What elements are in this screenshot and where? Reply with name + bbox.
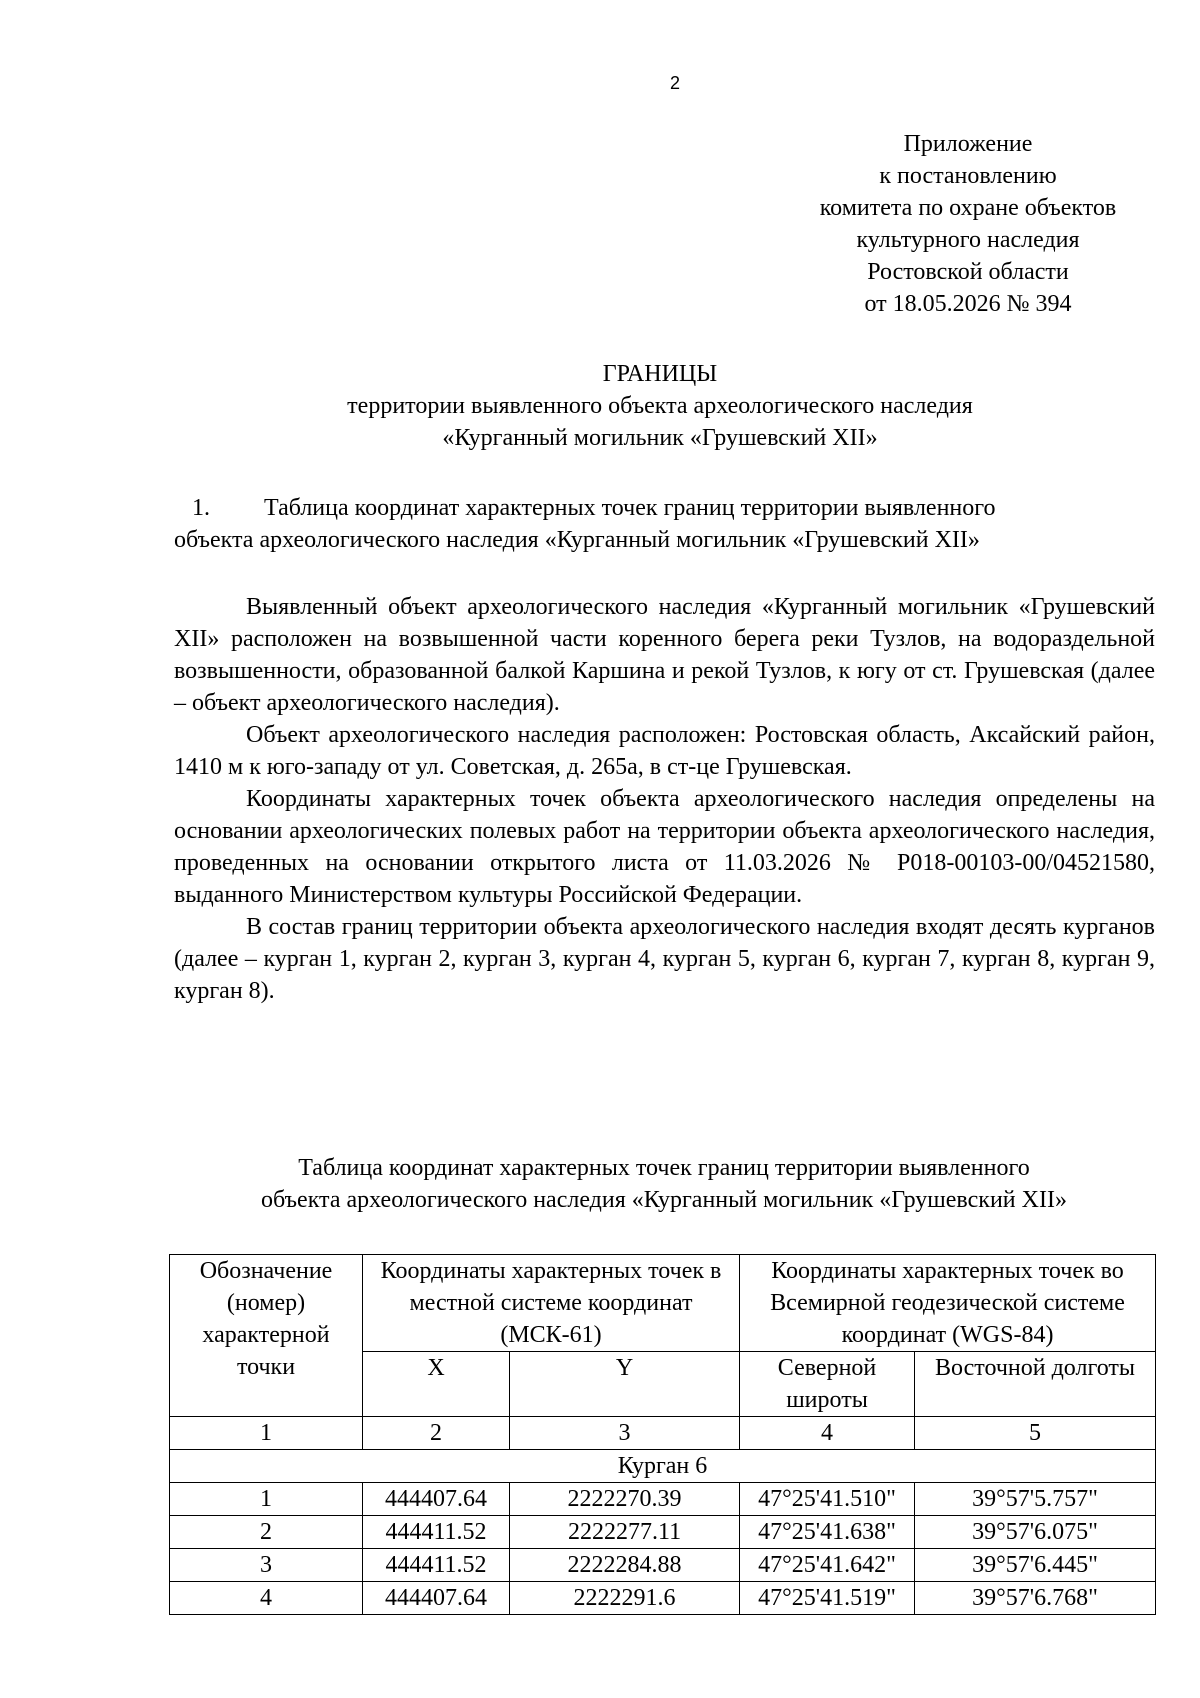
table-row	[170, 1483, 1156, 1516]
cell-east: 39°57'6.768"	[915, 1582, 1156, 1615]
cell-y: 2222291.6	[510, 1582, 740, 1615]
column-number: 1	[170, 1417, 363, 1450]
table-caption-line: Таблица координат характерных точек границ территории выявленного	[298, 1155, 1030, 1181]
cell-x: 444411.52	[363, 1516, 510, 1549]
appendix-date-line: от 18.05.2026 № 394	[864, 291, 1072, 317]
cell-east: 39°57'5.757"	[915, 1483, 1156, 1516]
page-number: 2	[669, 73, 680, 93]
table-caption	[174, 1152, 1154, 1216]
cell-x: 444407.64	[363, 1483, 510, 1516]
column-number: 2	[363, 1417, 510, 1450]
appendix-line: комитета по охране объектов	[819, 195, 1117, 221]
body-text	[174, 591, 1155, 1007]
column-number: 4	[740, 1417, 915, 1450]
cell-north: 47°25'41.642"	[740, 1549, 915, 1582]
header-point: Обозначение (номер) характерной точки	[170, 1255, 363, 1417]
section-title-line: Таблица координат характерных точек границ территории выявленного	[264, 495, 996, 521]
cell-north: 47°25'41.638"	[740, 1516, 915, 1549]
cell-point: 3	[170, 1549, 363, 1582]
appendix-block	[768, 128, 1168, 320]
header-east: Восточной долготы	[915, 1352, 1156, 1417]
coordinates-table	[169, 1254, 1156, 1615]
title-line: «Курганный могильник «Грушевский XII»	[442, 425, 878, 451]
paragraph: В состав границ территории объекта археологического наследия входят десять курганов (далее – курган 1, курган 2, курган 3, курган 4, курган 5, курган 6, курган 7, курган 8, курган 9, курган 8).	[174, 914, 1155, 1004]
cell-x: 444411.52	[363, 1549, 510, 1582]
paragraph: Выявленный объект археологического наследия «Курганный могильник «Грушевский XII» расположен на возвышенной части коренного берега реки Тузлов, на водораздельной возвышенности, образованной балкой Каршина и рекой Тузлов, к югу от ст. Грушевская (далее – объект археологического наследия).	[174, 594, 1155, 716]
cell-y: 2222284.88	[510, 1549, 740, 1582]
section-title-line: объекта археологического наследия «Курганный могильник «Грушевский XII»	[174, 527, 980, 553]
cell-y: 2222277.11	[510, 1516, 740, 1549]
table-row	[170, 1549, 1156, 1582]
group-label: Курган 6	[170, 1450, 1156, 1483]
table-caption-line: объекта археологического наследия «Курганный могильник «Грушевский XII»	[261, 1187, 1067, 1213]
header-x: X	[363, 1352, 510, 1417]
document-title	[180, 358, 1140, 454]
column-number: 3	[510, 1417, 740, 1450]
appendix-line: Приложение	[903, 131, 1033, 157]
appendix-line: культурного наследия	[856, 227, 1080, 253]
column-number: 5	[915, 1417, 1156, 1450]
appendix-line: к постановлению	[879, 163, 1057, 189]
paragraph: Координаты характерных точек объекта археологического наследия определены на основании археологических полевых работ на территории объекта археологического наследия, проведенных на основании открытого листа от 11.03.2026 № Р018-00103-00/04521580, выданного Министерством культуры Российской Федерации.	[174, 786, 1155, 908]
header-north: Северной широты	[740, 1352, 915, 1417]
paragraph: Объект археологического наследия расположен: Ростовская область, Аксайский район, 1410 м к юго-западу от ул. Советская, д. 265а, в ст-це Грушевская.	[174, 722, 1155, 780]
cell-x: 444407.64	[363, 1582, 510, 1615]
group-row	[170, 1450, 1156, 1483]
header-y: Y	[510, 1352, 740, 1417]
table-row	[170, 1582, 1156, 1615]
table-row	[170, 1516, 1156, 1549]
cell-point: 1	[170, 1483, 363, 1516]
header-wgs-system: Координаты характерных точек во Всемирной геодезической системе координат (WGS-84)	[740, 1255, 1156, 1352]
table-header-row	[170, 1255, 1156, 1352]
section-heading	[174, 492, 1154, 556]
cell-north: 47°25'41.510"	[740, 1483, 915, 1516]
header-local-system: Координаты характерных точек в местной системе координат (МСК-61)	[363, 1255, 740, 1352]
column-number-row	[170, 1417, 1156, 1450]
appendix-line: Ростовской области	[867, 259, 1069, 285]
cell-y: 2222270.39	[510, 1483, 740, 1516]
cell-point: 4	[170, 1582, 363, 1615]
title-line: территории выявленного объекта археологического наследия	[347, 393, 973, 419]
cell-east: 39°57'6.075"	[915, 1516, 1156, 1549]
cell-east: 39°57'6.445"	[915, 1549, 1156, 1582]
cell-north: 47°25'41.519"	[740, 1582, 915, 1615]
title-heading: ГРАНИЦЫ	[602, 361, 718, 387]
cell-point: 2	[170, 1516, 363, 1549]
section-number: 1.	[192, 495, 210, 521]
